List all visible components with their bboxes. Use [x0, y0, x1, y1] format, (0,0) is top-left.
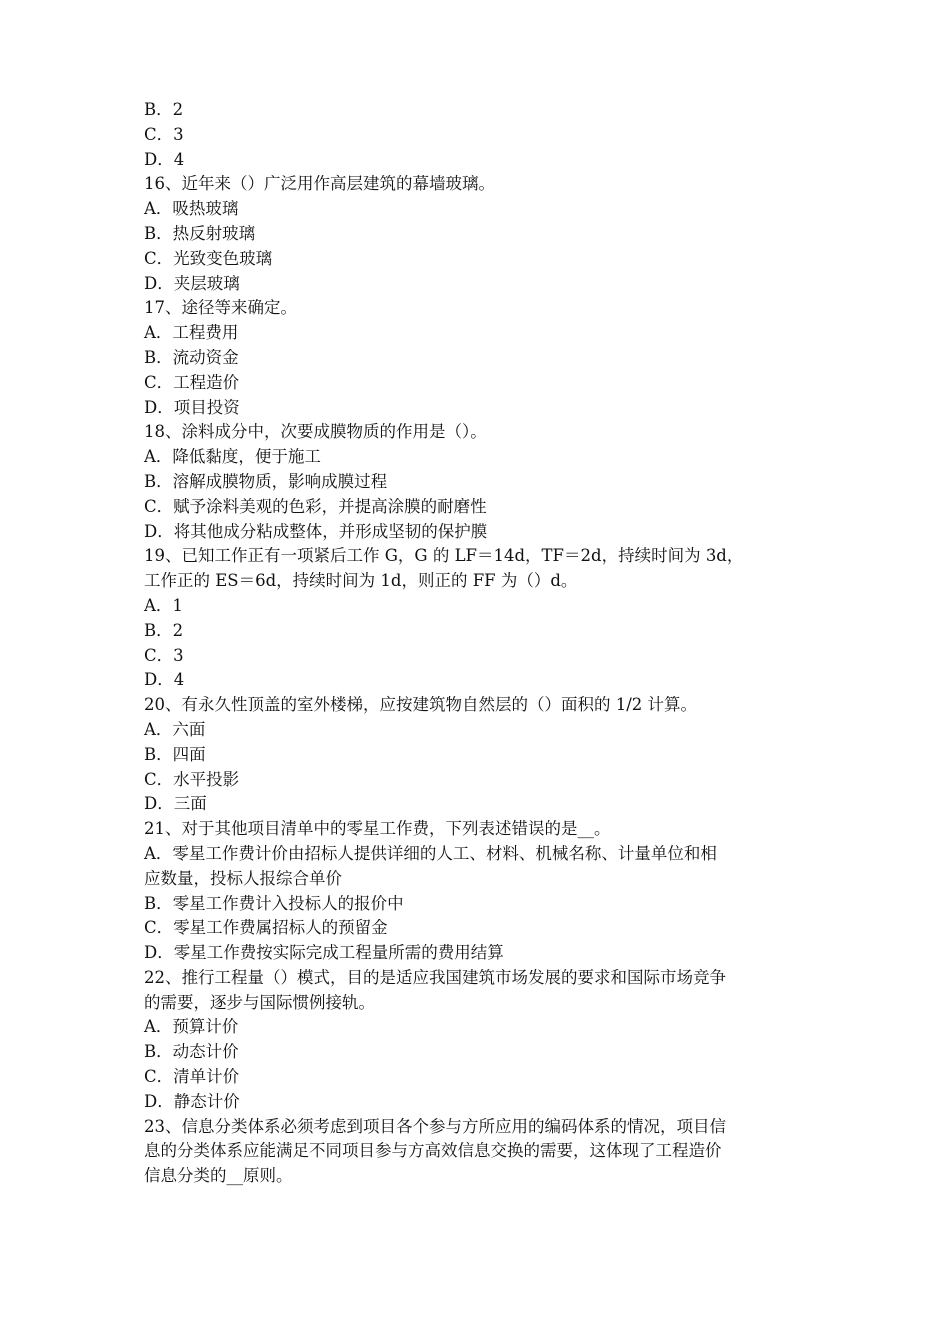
- option-d-line: D．4: [144, 670, 185, 690]
- question-21: 21、对于其他项目清单中的零星工作费，下列表述错误的是__。: [144, 819, 611, 839]
- option-d-line: D．4: [144, 149, 185, 169]
- option-c-line: C．赋予涂料美观的色彩，并提高涂膜的耐磨性: [144, 496, 487, 516]
- question-18: 18、涂料成分中，次要成膜物质的作用是（）。: [144, 422, 487, 442]
- option-d-line: D．将其他成分粘成整体，并形成坚韧的保护膜: [144, 521, 488, 541]
- question-23-continued: 信息分类的__原则。: [144, 1166, 293, 1186]
- option-c-line: C．工程造价: [144, 372, 240, 392]
- question-19: 19、已知工作正有一项紧后工作 G，G 的 LF＝14d，TF＝2d，持续时间为 3d，: [144, 546, 744, 566]
- question-23-continued: 息的分类体系应能满足不同项目参与方高效信息交换的需要，这体现了工程造价: [144, 1141, 722, 1161]
- document-body: [144, 98, 824, 1189]
- option-b-line: B．2: [144, 620, 184, 640]
- question-17: 17、途径等来确定。: [144, 298, 297, 318]
- option-b-line: B．热反射玻璃: [144, 223, 256, 243]
- option-d-line: D．项目投资: [144, 397, 240, 417]
- option-a-line: A．吸热玻璃: [144, 199, 239, 219]
- option-c-line: C．水平投影: [144, 769, 240, 789]
- question-23: 23、信息分类体系必须考虑到项目各个参与方所应用的编码体系的情况，项目信: [144, 1116, 726, 1136]
- option-a-line: A．工程费用: [144, 323, 239, 343]
- option-a-line: A．预算计价: [144, 1017, 239, 1037]
- option-c-line: C．光致变色玻璃: [144, 248, 273, 268]
- question-16: 16、近年来（）广泛用作高层建筑的幕墙玻璃。: [144, 174, 495, 194]
- option-b-line: B．动态计价: [144, 1042, 239, 1062]
- question-20: 20、有永久性顶盖的室外楼梯，应按建筑物自然层的（）面积的 1/2 计算。: [144, 695, 698, 715]
- option-a-line: A．1: [144, 595, 183, 615]
- option-d-line: D．夹层玻璃: [144, 273, 240, 293]
- option-c-line: C．3: [144, 645, 184, 665]
- question-22: 22、推行工程量（）模式，目的是适应我国建筑市场发展的要求和国际市场竞争: [144, 967, 726, 987]
- question-22-continued: 的需要，逐步与国际惯例接轨。: [144, 992, 375, 1012]
- option-a-line: A．降低黏度，便于施工: [144, 447, 321, 467]
- option-c-line: C．清单计价: [144, 1067, 240, 1087]
- option-a-line: A．六面: [144, 719, 206, 739]
- option-d-line: D．零星工作费按实际完成工程量所需的费用结算: [144, 943, 504, 963]
- option-a-line: A．零星工作费计价由招标人提供详细的人工、材料、机械名称、计量单位和相: [144, 843, 717, 863]
- option-d-line: D．三面: [144, 794, 207, 814]
- option-b-line: B．2: [144, 100, 184, 119]
- option-a-continued: 应数量，投标人报综合单价: [144, 868, 342, 888]
- option-b-line: B．流动资金: [144, 347, 239, 367]
- option-b-line: B．四面: [144, 744, 206, 764]
- option-c-line: C．零星工作费属招标人的预留金: [144, 918, 388, 938]
- option-d-line: D．静态计价: [144, 1091, 240, 1111]
- option-b-line: B．零星工作费计入投标人的报价中: [144, 893, 404, 913]
- question-19-continued: 工作正的 ES＝6d，持续时间为 1d，则正的 FF 为（）d。: [144, 571, 578, 591]
- option-b-line: B．溶解成膜物质，影响成膜过程: [144, 471, 388, 491]
- option-c-line: C．3: [144, 124, 184, 144]
